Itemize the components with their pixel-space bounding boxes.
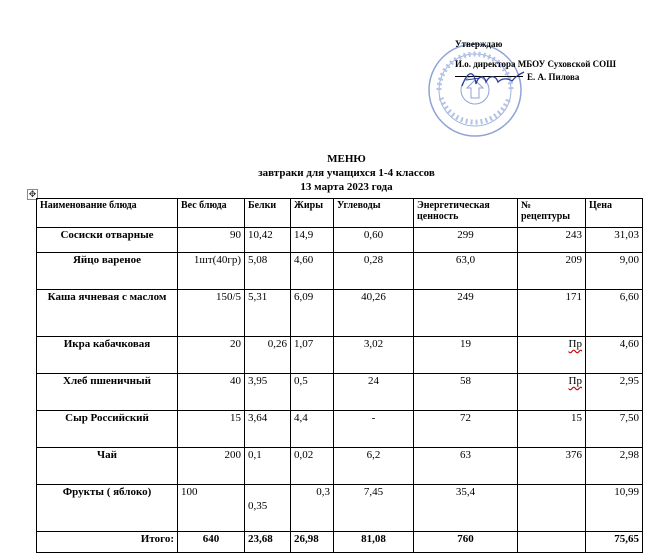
dish-weight: 20 [178,337,245,374]
dish-fat: 6,09 [291,290,334,337]
approval-position: И.о. директора МБОУ Суховской СОШ [455,59,617,69]
dish-protein: 3,64 [245,411,291,448]
recipe-code: Пр [568,375,582,387]
dish-protein [245,485,291,532]
dish-price: 6,60 [586,290,643,337]
dish-carbs: 0,28 [334,253,414,290]
table-row [37,253,643,290]
dish-energy: 249 [414,290,518,337]
total-price: 75,65 [586,532,643,553]
dish-weight: 1шт(40гр) [178,253,245,290]
table-move-handle-icon[interactable]: ✥ [28,189,37,199]
dish-name: Чай [37,448,178,485]
dish-recipe: 243 [518,228,586,253]
header-energy: Энергетическая ценность [414,199,518,228]
dish-name [37,485,178,532]
dish-protein: 5,08 [245,253,291,290]
dish-weight: 150/5 [178,290,245,337]
dish-price: 10,99 [586,485,643,532]
dish-recipe: 376 [518,448,586,485]
dish-energy: 63 [414,448,518,485]
total-row [37,532,643,553]
header-fat: Жиры [291,199,334,228]
dish-carbs: 7,45 [334,485,414,532]
dish-carbs: 3,02 [334,337,414,374]
header-weight: Вес блюда [178,199,245,228]
total-carbs: 81,08 [334,532,414,553]
dish-price: 2,95 [586,374,643,411]
approval-heading: Утверждаю [455,39,503,49]
table-row [37,411,643,448]
dish-name: Сосиски отварные [37,228,178,253]
dish-weight: 200 [178,448,245,485]
dish-fat: 4,4 [291,411,334,448]
dish-price: 9,00 [586,253,643,290]
total-weight: 640 [178,532,245,553]
dish-energy: 63,0 [414,253,518,290]
table-row [37,337,643,374]
total-fat: 26,98 [291,532,334,553]
header-carbs: Углеводы [334,199,414,228]
dish-recipe: 209 [518,253,586,290]
dish-energy: 35,4 [414,485,518,532]
dish-carbs: - [334,411,414,448]
dish-name-text: Фрукты ( яблоко) [62,486,152,498]
dish-energy: 19 [414,337,518,374]
menu-subtitle: завтраки для учащихся 1-4 классов [258,167,435,179]
menu-date: 13 марта 2023 года [300,181,393,193]
header-recipe: № рецептуры [518,199,586,228]
dish-recipe: 171 [518,290,586,337]
dish-weight: 100 [178,485,245,532]
dish-price: 2,98 [586,448,643,485]
handwritten-signature [458,66,528,92]
dish-carbs: 6,2 [334,448,414,485]
dish-name: Хлеб пшеничный [37,374,178,411]
dish-price: 31,03 [586,228,643,253]
dish-fat: 1,07 [291,337,334,374]
dish-energy: 299 [414,228,518,253]
dish-recipe [518,337,586,374]
approver-name: Е. А. Пилова [527,72,580,82]
recipe-code: Пр [568,338,582,350]
dish-weight: 40 [178,374,245,411]
table-row [37,374,643,411]
menu-titles [0,152,653,194]
dish-weight: 15 [178,411,245,448]
dish-carbs: 0,60 [334,228,414,253]
dish-fat: 0,3 [291,485,334,532]
dish-fat: 4,60 [291,253,334,290]
table-header-row [37,199,643,228]
dish-name: Сыр Российский [37,411,178,448]
dish-price: 4,60 [586,337,643,374]
dish-protein-value: 0,35 [248,500,268,512]
header-price: Цена [586,199,643,228]
dish-fat: 14,9 [291,228,334,253]
header-dish-name: Наименование блюда [37,199,178,228]
menu-title: МЕНЮ [327,153,366,165]
dish-protein: 5,31 [245,290,291,337]
dish-energy: 72 [414,411,518,448]
header-protein: Белки [245,199,291,228]
dish-fat: 0,5 [291,374,334,411]
dish-carbs: 24 [334,374,414,411]
dish-name: Каша ячневая с маслом [37,290,178,337]
table-row [37,290,643,337]
total-label: Итого: [37,532,178,553]
dish-protein: 0,1 [245,448,291,485]
dish-energy: 58 [414,374,518,411]
dish-recipe [518,374,586,411]
total-energy: 760 [414,532,518,553]
table-row [37,448,643,485]
dish-protein: 3,95 [245,374,291,411]
table-row [37,485,643,532]
dish-name: Икра кабачковая [37,337,178,374]
dish-fat: 0,02 [291,448,334,485]
dish-recipe [518,485,586,532]
dish-carbs: 40,26 [334,290,414,337]
table-row [37,228,643,253]
total-recipe [518,532,586,553]
dish-recipe: 15 [518,411,586,448]
dish-protein: 0,26 [245,337,291,374]
dish-protein: 10,42 [245,228,291,253]
dish-name: Яйцо вареное [37,253,178,290]
dish-weight: 90 [178,228,245,253]
menu-table [36,198,643,553]
dish-price: 7,50 [586,411,643,448]
total-protein: 23,68 [245,532,291,553]
